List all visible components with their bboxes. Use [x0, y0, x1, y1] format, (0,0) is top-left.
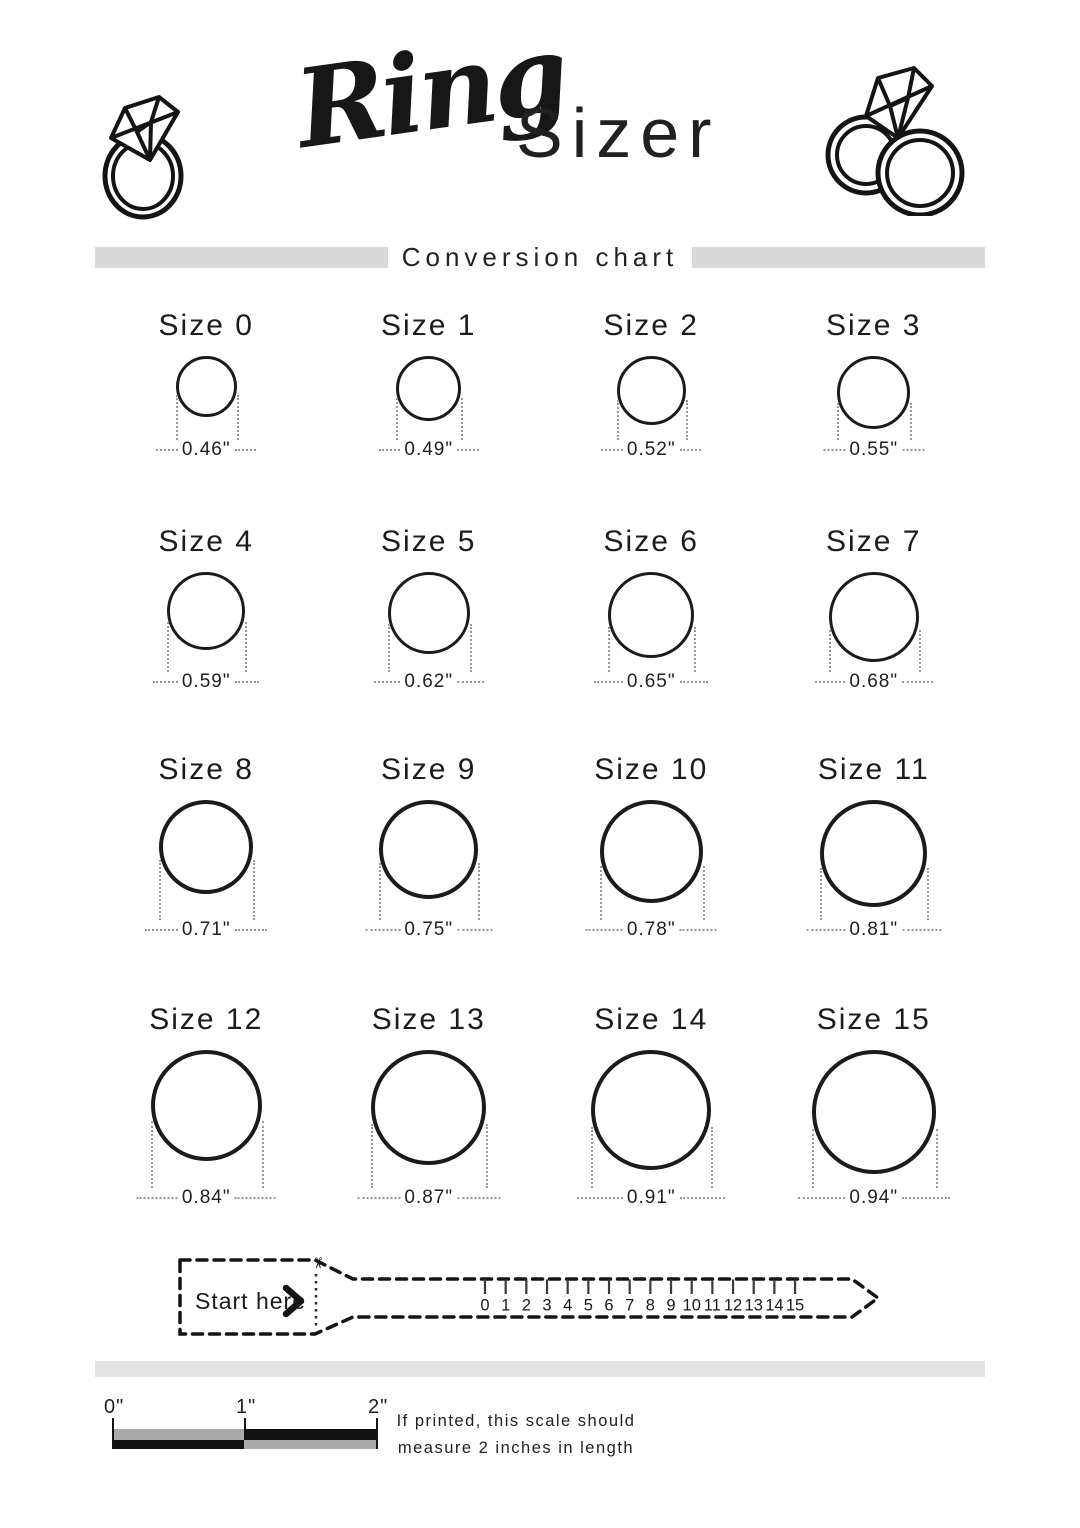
size-label: Size 13 — [371, 1003, 486, 1036]
guide-line-left — [608, 627, 610, 672]
size-row — [95, 522, 985, 694]
size-figure — [540, 566, 763, 694]
dotted-leader-left — [357, 1197, 400, 1199]
print-scale-note-line2: measure 2 inches in length — [397, 1439, 635, 1458]
dotted-leader-right — [902, 681, 933, 683]
strip-tick-label: 9 — [666, 1296, 676, 1315]
size-label: Size 14 — [594, 1003, 709, 1036]
size-cell — [318, 750, 541, 942]
dotted-leader-right — [457, 449, 479, 451]
dotted-leader-right — [457, 1197, 500, 1199]
diameter-measure — [594, 670, 708, 694]
ring-circle — [617, 356, 686, 425]
diameter-value: 0.78" — [626, 919, 676, 940]
guide-line-left — [388, 624, 390, 672]
strip-tick-label: 0 — [480, 1296, 490, 1315]
dotted-leader-left — [823, 449, 845, 451]
ring-circle — [396, 356, 461, 421]
banner-bar-left — [95, 247, 388, 268]
size-figure — [318, 1044, 541, 1210]
dotted-leader-right — [235, 929, 268, 931]
diameter-measure — [577, 1186, 725, 1210]
size-cell — [763, 522, 986, 694]
size-figure — [540, 1044, 763, 1210]
guide-line-right — [237, 395, 239, 440]
dotted-leader-left — [145, 929, 178, 931]
dotted-leader-right — [902, 449, 924, 451]
diameter-measure — [374, 670, 484, 694]
size-label: Size 8 — [158, 753, 254, 786]
dotted-leader-left — [798, 1197, 846, 1199]
dotted-leader-right — [680, 1197, 726, 1199]
diameter-value: 0.71" — [181, 919, 231, 940]
scissors-icon: ✂ — [309, 1256, 327, 1270]
dotted-leader-left — [153, 681, 178, 683]
ring-circle — [812, 1050, 936, 1174]
ring-circle — [379, 800, 478, 899]
size-row — [95, 750, 985, 942]
strip-tick-label: 15 — [785, 1296, 805, 1315]
guide-line-left — [176, 395, 178, 440]
size-label: Size 1 — [381, 309, 477, 342]
banner-title: Conversion chart — [401, 241, 679, 272]
ring-sizer-strip — [175, 1252, 895, 1347]
size-label: Size 12 — [149, 1003, 264, 1036]
size-figure — [540, 350, 763, 462]
size-figure — [763, 350, 986, 462]
dotted-leader-right — [680, 929, 717, 931]
diameter-measure — [379, 438, 479, 462]
ring-circle — [608, 572, 694, 658]
strip-tick-label: 2 — [521, 1296, 531, 1315]
guide-line-right — [245, 622, 247, 672]
strip-tick-label: 5 — [583, 1296, 593, 1315]
strip-tick-label: 14 — [765, 1296, 784, 1315]
diameter-value: 0.65" — [626, 671, 676, 692]
guide-line-right — [470, 624, 472, 672]
size-label: Size 7 — [826, 525, 922, 558]
scale-segment-top-left — [114, 1429, 244, 1440]
diameter-value: 0.52" — [626, 439, 676, 460]
size-figure — [95, 794, 318, 942]
size-cell — [95, 522, 318, 694]
guide-line-left — [371, 1124, 373, 1188]
dotted-leader-right — [902, 929, 941, 931]
conversion-banner — [95, 241, 985, 272]
size-label: Size 6 — [603, 525, 699, 558]
size-cell — [318, 522, 541, 694]
size-label: Size 0 — [158, 309, 254, 342]
size-cell — [540, 306, 763, 462]
title-word-ring: Ring — [288, 10, 573, 174]
diameter-value: 0.81" — [849, 919, 899, 940]
size-label: Size 5 — [381, 525, 477, 558]
size-label: Size 9 — [381, 753, 477, 786]
ring-circle — [829, 572, 919, 662]
dotted-leader-left — [156, 449, 178, 451]
bottom-divider-bar — [95, 1361, 985, 1377]
double-rings-icon — [820, 58, 972, 216]
dotted-leader-right — [680, 681, 709, 683]
diameter-measure — [586, 918, 717, 942]
dotted-leader-left — [594, 681, 623, 683]
diameter-measure — [798, 1186, 950, 1210]
diameter-value: 0.91" — [626, 1187, 676, 1208]
guide-line-right — [686, 400, 688, 440]
size-cell — [540, 522, 763, 694]
size-label: Size 3 — [826, 309, 922, 342]
diameter-value: 0.62" — [404, 671, 454, 692]
dotted-leader-right — [235, 449, 257, 451]
diameter-value: 0.75" — [404, 919, 454, 940]
dotted-leader-right — [902, 1197, 950, 1199]
size-cell — [540, 1000, 763, 1210]
size-figure — [763, 566, 986, 694]
diameter-measure — [815, 670, 933, 694]
guide-line-left — [591, 1127, 593, 1188]
strip-tick-label: 3 — [542, 1296, 552, 1315]
diameter-measure — [145, 918, 267, 942]
size-cell — [95, 750, 318, 942]
diameter-value: 0.87" — [404, 1187, 454, 1208]
guide-line-right — [253, 860, 255, 920]
diameter-measure — [365, 918, 492, 942]
guide-line-right — [478, 863, 480, 920]
size-cell — [318, 306, 541, 462]
strip-tick-label: 6 — [604, 1296, 614, 1315]
diameter-measure — [156, 438, 256, 462]
diameter-measure — [153, 670, 259, 694]
guide-line-right — [694, 627, 696, 672]
banner-bar-right — [692, 247, 985, 268]
guide-line-right — [910, 403, 912, 440]
scale-segment-bottom-left — [114, 1440, 244, 1449]
size-label: Size 4 — [158, 525, 254, 558]
print-scale-note — [390, 1408, 642, 1462]
ring-circle — [388, 572, 470, 654]
dotted-leader-right — [235, 1197, 276, 1199]
diameter-measure — [806, 918, 941, 942]
guide-line-left — [159, 860, 161, 920]
guide-line-left — [829, 630, 831, 672]
guide-line-right — [486, 1124, 488, 1188]
strip-tick-label: 4 — [563, 1296, 573, 1315]
size-label: Size 11 — [817, 753, 930, 786]
dotted-leader-right — [457, 681, 484, 683]
dotted-leader-left — [815, 681, 846, 683]
dotted-leader-right — [457, 929, 492, 931]
dotted-leader-left — [586, 929, 623, 931]
dotted-leader-right — [235, 681, 260, 683]
guide-line-left — [812, 1129, 814, 1188]
ring-circle — [167, 572, 245, 650]
size-figure — [318, 350, 541, 462]
size-label: Size 15 — [816, 1003, 931, 1036]
size-figure — [95, 1044, 318, 1210]
guide-line-left — [396, 398, 398, 440]
ring-circle — [371, 1050, 486, 1165]
size-cell — [540, 750, 763, 942]
diameter-measure — [357, 1186, 500, 1210]
dotted-leader-left — [374, 681, 401, 683]
size-cell — [95, 1000, 318, 1210]
guide-line-left — [600, 866, 602, 920]
strip-tick-label: 1 — [501, 1296, 511, 1315]
guide-line-left — [151, 1121, 153, 1188]
guide-line-left — [379, 863, 381, 920]
size-figure — [95, 350, 318, 462]
size-figure — [540, 794, 763, 942]
scale-segment-bottom-right — [244, 1440, 376, 1449]
dotted-leader-left — [806, 929, 845, 931]
dotted-leader-left — [577, 1197, 623, 1199]
scale-tick-label-0: 0" — [104, 1396, 125, 1418]
strip-tick-label: 8 — [645, 1296, 655, 1315]
guide-line-right — [461, 398, 463, 440]
size-figure — [318, 566, 541, 694]
ring-circle — [837, 356, 910, 429]
size-cell — [318, 1000, 541, 1210]
size-row — [95, 1000, 985, 1210]
diameter-value: 0.68" — [849, 671, 899, 692]
dotted-leader-left — [601, 449, 623, 451]
guide-line-left — [167, 622, 169, 672]
guide-line-left — [837, 403, 839, 440]
strip-tick-label: 12 — [723, 1296, 743, 1315]
size-cell — [763, 306, 986, 462]
scale-segment-top-right — [244, 1429, 376, 1440]
guide-line-right — [936, 1129, 938, 1188]
scale-tick-2 — [376, 1418, 378, 1449]
guide-line-right — [711, 1127, 713, 1188]
size-label: Size 2 — [603, 309, 699, 342]
strip-tick-label: 11 — [703, 1296, 721, 1315]
guide-line-right — [703, 866, 705, 920]
scale-tick-label-2: 2" — [368, 1396, 389, 1418]
dotted-leader-left — [137, 1197, 178, 1199]
guide-line-right — [919, 630, 921, 672]
guide-line-left — [617, 400, 619, 440]
ring-circle — [820, 800, 927, 907]
print-scale-note-line1: If printed, this scale should — [396, 1412, 636, 1430]
guide-line-left — [820, 868, 822, 920]
diameter-value: 0.94" — [849, 1187, 899, 1208]
dotted-leader-left — [365, 929, 400, 931]
ring-circle — [159, 800, 253, 894]
title-word-sizer: Sizer — [516, 94, 721, 172]
diameter-value: 0.59" — [181, 671, 231, 692]
size-cell — [763, 750, 986, 942]
size-cell — [95, 306, 318, 462]
size-row — [95, 306, 985, 462]
diameter-value: 0.46" — [181, 439, 231, 460]
guide-line-right — [262, 1121, 264, 1188]
ring-circle — [600, 800, 703, 903]
size-cell — [763, 1000, 986, 1210]
size-figure — [318, 794, 541, 942]
strip-tick-label: 13 — [744, 1296, 763, 1315]
strip-tick-label: 7 — [625, 1296, 635, 1315]
diamond-ring-icon — [95, 88, 195, 220]
diameter-value: 0.84" — [181, 1187, 231, 1208]
ring-circle — [591, 1050, 711, 1170]
ring-circle — [151, 1050, 262, 1161]
strip-tick-label: 10 — [682, 1296, 701, 1315]
diameter-measure — [601, 438, 701, 462]
guide-line-right — [927, 868, 929, 920]
size-figure — [95, 566, 318, 694]
size-figure — [763, 1044, 986, 1210]
dotted-leader-left — [379, 449, 401, 451]
diameter-value: 0.49" — [404, 439, 454, 460]
diameter-value: 0.55" — [849, 439, 899, 460]
ring-circle — [176, 356, 237, 417]
size-label: Size 10 — [594, 753, 709, 786]
dotted-leader-right — [680, 449, 702, 451]
size-figure — [763, 794, 986, 942]
diameter-measure — [823, 438, 924, 462]
start-here-label: Start here — [195, 1288, 306, 1314]
diameter-measure — [137, 1186, 276, 1210]
strip-ticks — [480, 1280, 804, 1315]
scale-tick-label-1: 1" — [236, 1396, 257, 1418]
